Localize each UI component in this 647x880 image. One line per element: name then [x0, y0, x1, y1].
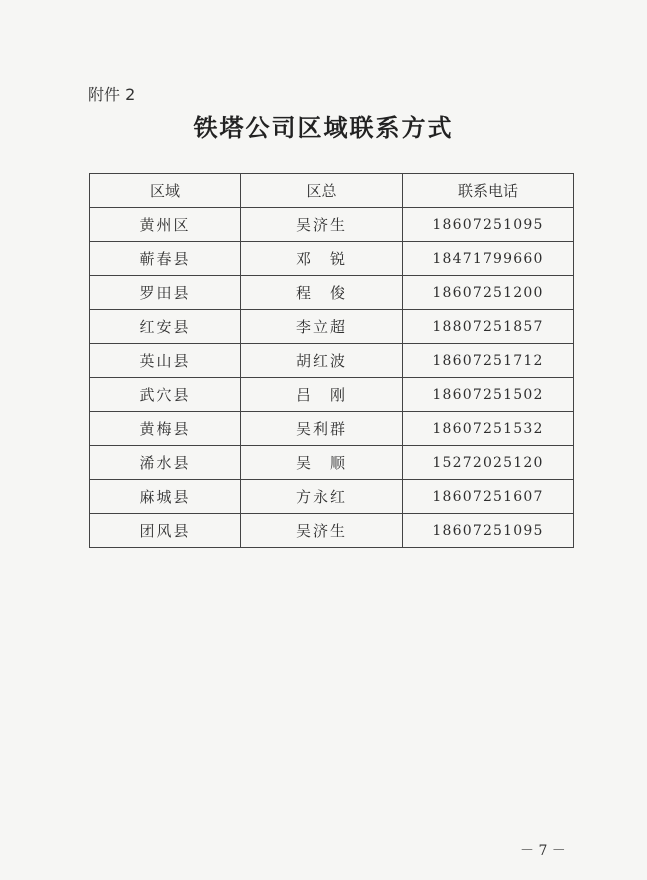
phone-cell: 15272025120 — [403, 446, 574, 480]
table-row — [90, 310, 574, 344]
table-header-row — [90, 174, 574, 208]
header-region: 区域 — [90, 174, 241, 208]
table-row — [90, 514, 574, 548]
region-cell: 蕲春县 — [90, 242, 241, 276]
phone-cell: 18607251502 — [403, 378, 574, 412]
region-cell: 红安县 — [90, 310, 241, 344]
header-manager: 区总 — [241, 174, 403, 208]
manager-cell: 邓 锐 — [241, 242, 403, 276]
region-cell: 团风县 — [90, 514, 241, 548]
manager-cell: 程 俊 — [241, 276, 403, 310]
header-phone: 联系电话 — [403, 174, 574, 208]
phone-cell: 18607251095 — [403, 208, 574, 242]
region-cell: 浠水县 — [90, 446, 241, 480]
contact-table — [89, 173, 574, 548]
phone-cell: 18607251607 — [403, 480, 574, 514]
page-number: － 7 － — [520, 843, 566, 859]
table-row — [90, 276, 574, 310]
table-row — [90, 480, 574, 514]
manager-cell: 吴利群 — [241, 412, 403, 446]
manager-cell: 吴济生 — [241, 514, 403, 548]
document-title: 铁塔公司区域联系方式 — [193, 113, 454, 142]
manager-cell: 李立超 — [241, 310, 403, 344]
phone-cell: 18607251095 — [403, 514, 574, 548]
manager-cell: 吴 顺 — [241, 446, 403, 480]
phone-cell: 18807251857 — [403, 310, 574, 344]
region-cell: 黄州区 — [90, 208, 241, 242]
manager-cell: 吴济生 — [241, 208, 403, 242]
attachment-label: 附件 2 — [88, 85, 136, 104]
table-row — [90, 378, 574, 412]
manager-cell: 胡红波 — [241, 344, 403, 378]
region-cell: 黄梅县 — [90, 412, 241, 446]
phone-cell: 18607251712 — [403, 344, 574, 378]
table-row — [90, 242, 574, 276]
region-cell: 麻城县 — [90, 480, 241, 514]
table-row — [90, 412, 574, 446]
table-row — [90, 208, 574, 242]
phone-cell: 18471799660 — [403, 242, 574, 276]
region-cell: 武穴县 — [90, 378, 241, 412]
region-cell: 英山县 — [90, 344, 241, 378]
table-row — [90, 446, 574, 480]
region-cell: 罗田县 — [90, 276, 241, 310]
phone-cell: 18607251200 — [403, 276, 574, 310]
manager-cell: 方永红 — [241, 480, 403, 514]
table-row — [90, 344, 574, 378]
phone-cell: 18607251532 — [403, 412, 574, 446]
manager-cell: 吕 刚 — [241, 378, 403, 412]
